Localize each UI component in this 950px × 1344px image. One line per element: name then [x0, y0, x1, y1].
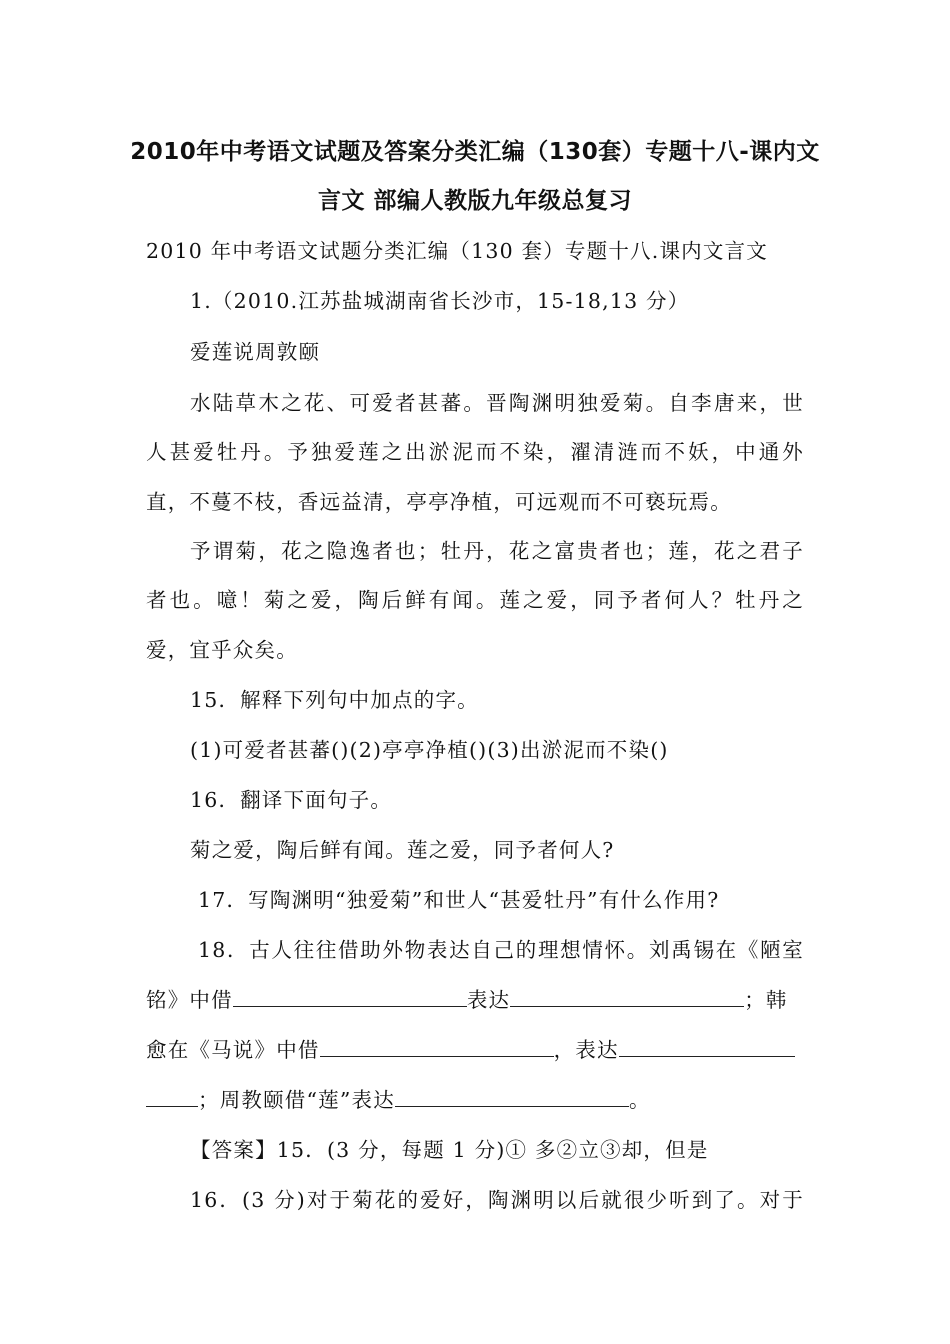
question-18-text: 铭》中借 [146, 988, 233, 1012]
passage-title: 爱莲说周敦颐 [190, 340, 321, 364]
question-16: 16．翻译下面句子。 [190, 788, 393, 812]
passage-line: 爱，宜乎众矣。 [146, 638, 298, 662]
document-title-line-2: 言文 部编人教版九年级总复习 [317, 188, 632, 214]
passage-line: 者也。噫！菊之爱，陶后鲜有闻。莲之爱，同予者何人？牡丹之 [146, 588, 804, 612]
passage-line: 人甚爱牡丹。予独爱莲之出淤泥而不染，濯清涟而不妖，中通外 [146, 440, 804, 464]
answer-blank[interactable] [320, 1036, 554, 1057]
question-17: 17．写陶渊明“独爱菊”和世人“甚爱牡丹”有什么作用? [198, 888, 720, 912]
question-18-text: ；周教颐借“莲”表达 [198, 1088, 395, 1112]
answer-blank[interactable] [146, 1086, 198, 1107]
question-15: 15．解释下列句中加点的字。 [190, 688, 479, 712]
question-source: 1.（2010.江苏盐城湖南省长沙市，15-18,13 分） [190, 289, 690, 313]
question-15-items: (1)可爱者甚蕃()(2)亭亭净植()(3)出淤泥而不染() [190, 738, 669, 762]
answer-blank[interactable] [510, 986, 744, 1007]
question-18-text: ，表达 [553, 1038, 619, 1062]
answer-16: 16．(3 分)对于菊花的爱好，陶渊明以后就很少听到了。对于 [190, 1188, 804, 1212]
answer-15: 【答案】15．(3 分，每题 1 分)① 多②立③却，但是 [190, 1138, 709, 1162]
question-18-line [146, 1086, 651, 1114]
question-18-text: ；韩 [744, 988, 788, 1012]
question-16-sentence: 菊之爱，陶后鲜有闻。莲之爱，同予者何人? [190, 838, 615, 862]
passage-line: 直，不蔓不枝，香远益清，亭亭净植，可远观而不可亵玩焉。 [146, 490, 732, 514]
document-title-line-1: 2010年中考语文试题及答案分类汇编（130套）专题十八-课内文 [130, 139, 820, 165]
question-18-line [146, 1036, 795, 1064]
question-18-text: 。 [628, 1088, 651, 1112]
passage-line: 水陆草木之花、可爱者甚蕃。晋陶渊明独爱菊。自李唐来，世 [190, 391, 804, 415]
section-subtitle: 2010 年中考语文试题分类汇编（130 套）专题十八.课内文言文 [146, 239, 768, 263]
question-18-line [146, 986, 788, 1014]
answer-blank[interactable] [395, 1086, 629, 1107]
passage-line: 予谓菊，花之隐逸者也；牡丹，花之富贵者也；莲，花之君子 [190, 539, 804, 563]
answer-blank[interactable] [233, 986, 467, 1007]
answer-blank[interactable] [619, 1036, 795, 1057]
question-18-text: 愈在《马说》中借 [146, 1038, 320, 1062]
question-18-text: 表达 [466, 988, 511, 1012]
question-18-line: 18．古人往往借助外物表达自己的理想情怀。刘禹锡在《陋室 [198, 938, 804, 962]
